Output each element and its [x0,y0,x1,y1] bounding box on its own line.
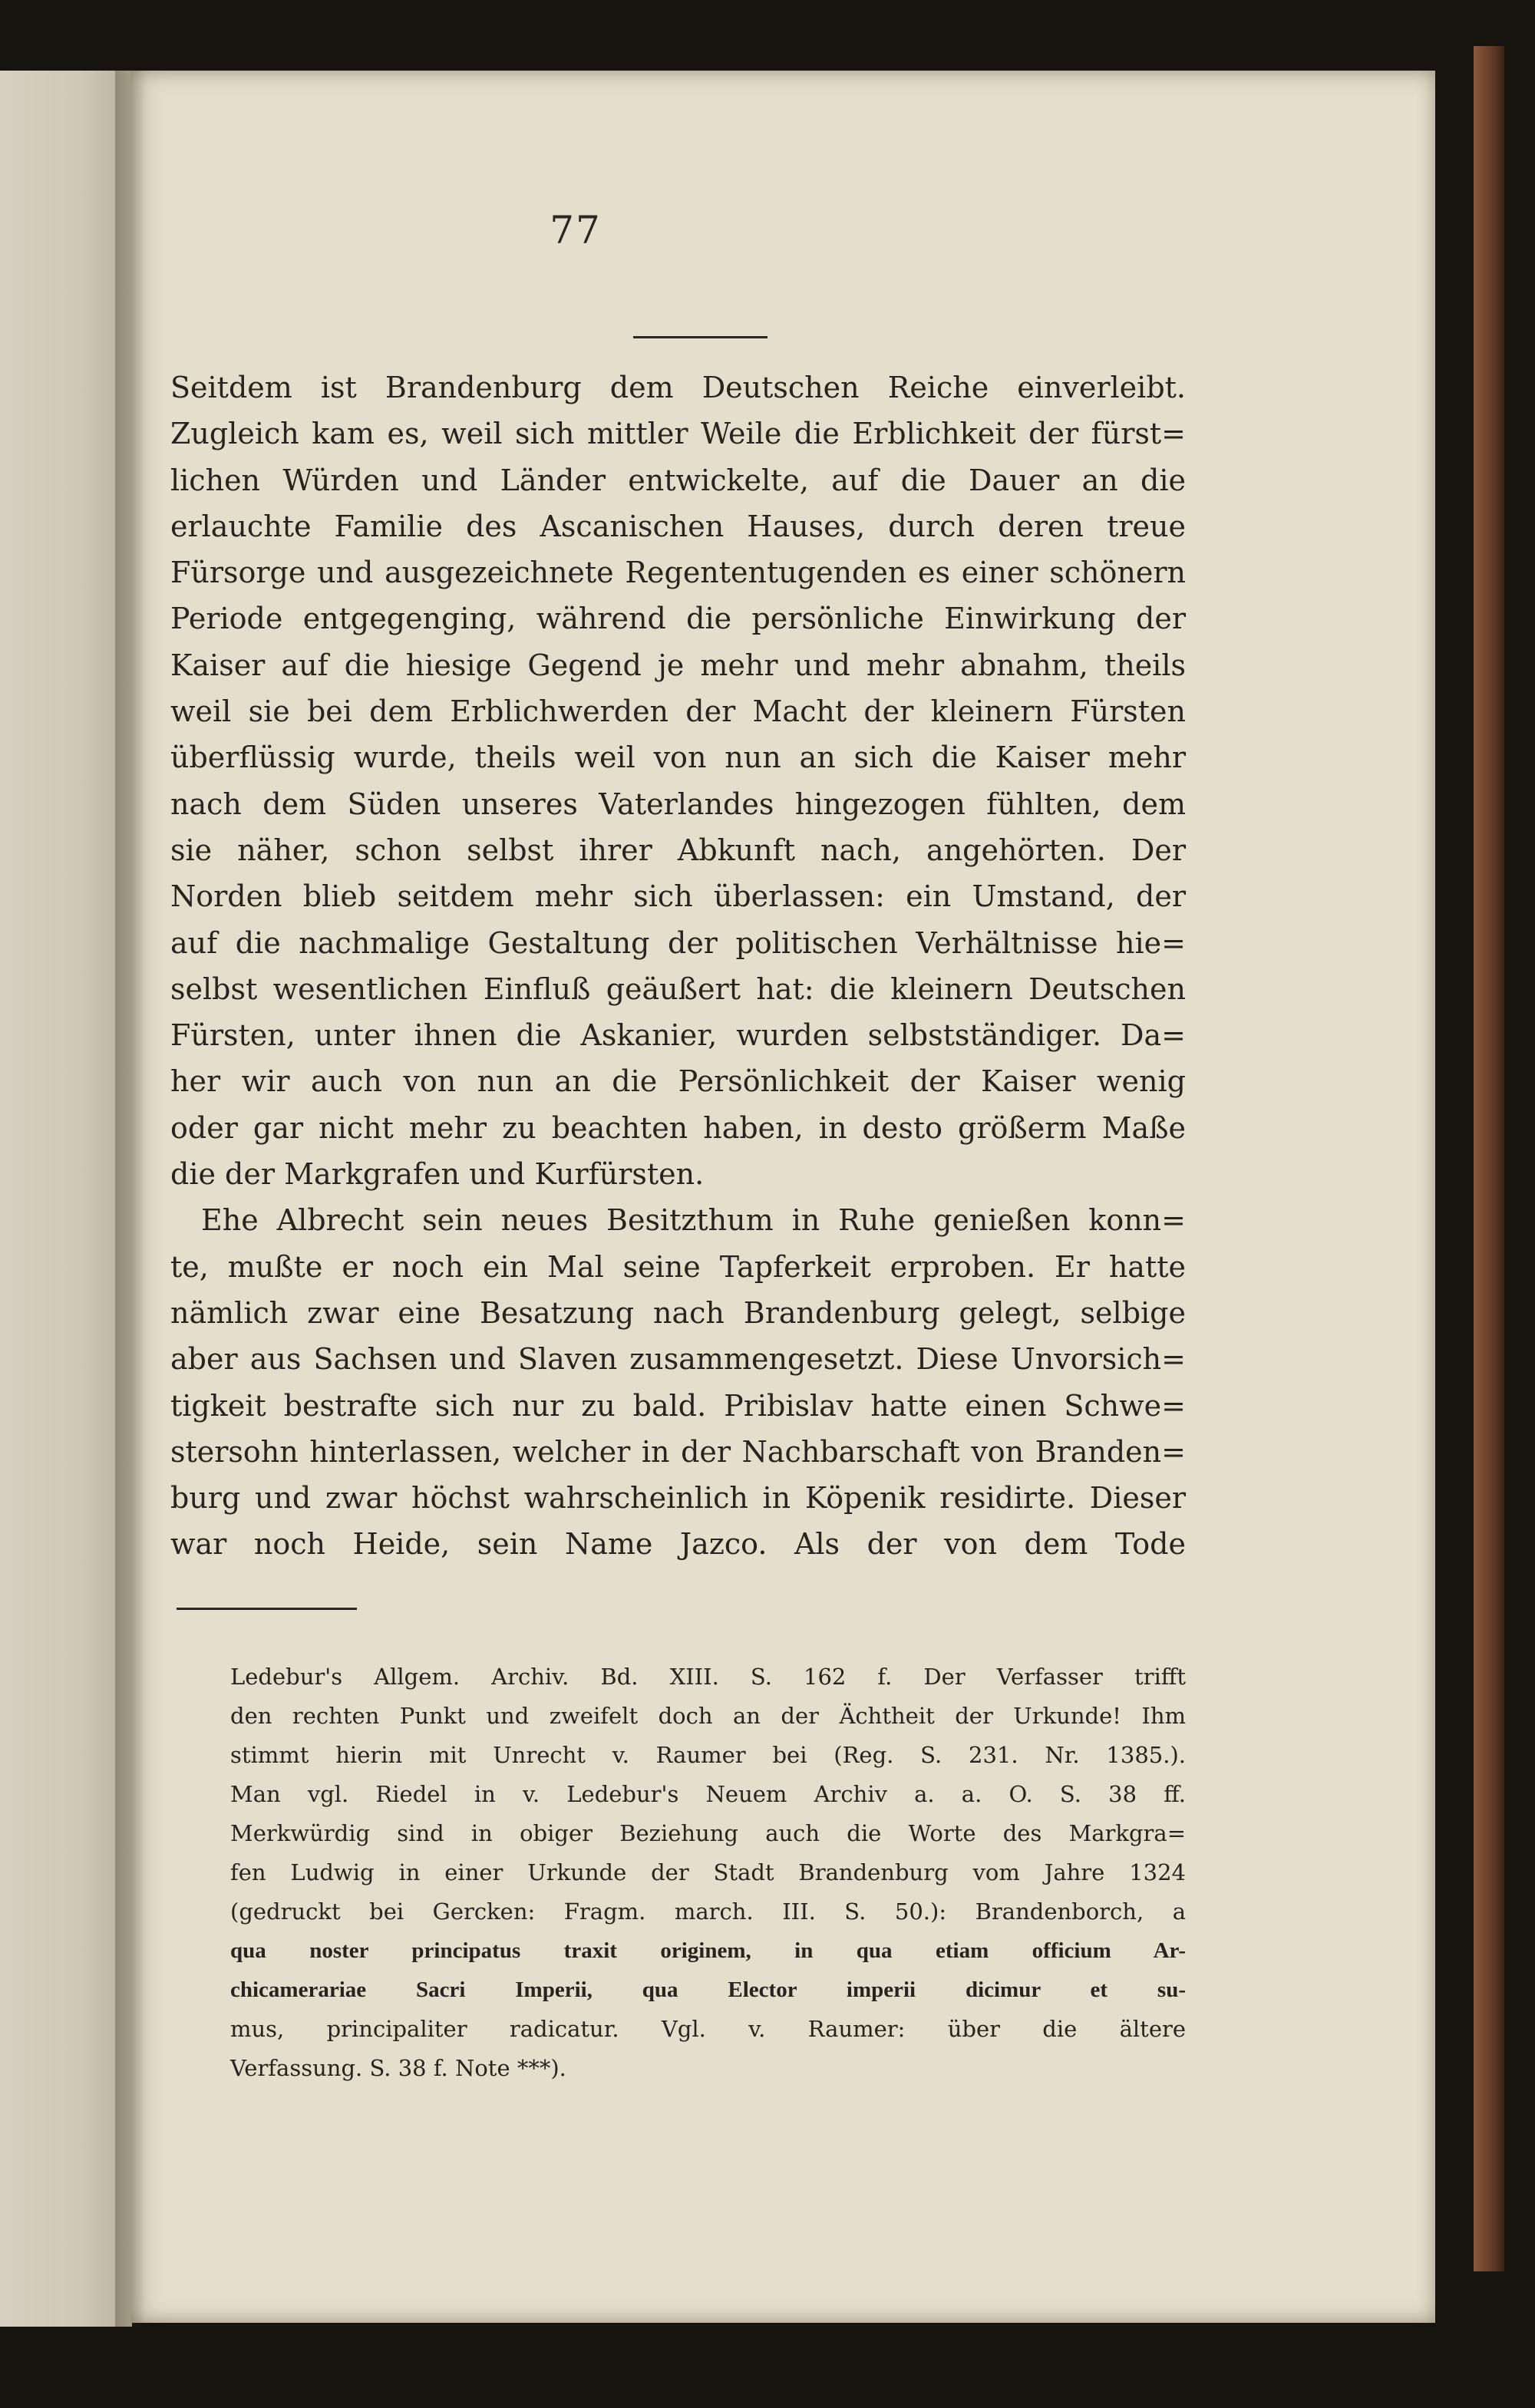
body-line: tigkeit bestrafte sich nur zu bald. Pribislav hatte einen Schwe= [170,1388,1186,1423]
body-line: lichen Würden und Länder entwickelte, auf die Dauer an die [170,463,1186,497]
footnote-line: (gedruckt bei Gercken: Fragm. march. III. S. 50.): Brandenborch, a [230,1898,1186,1925]
book-edge [1474,46,1504,2271]
body-line: Fürsorge und ausgezeichnete Regententugenden es einer schönern [170,556,1186,590]
header-rule [633,336,768,338]
footnotes [230,1658,1186,2088]
body-line: burg und zwar höchst wahrscheinlich in Köpenik residirte. Dieser [170,1481,1186,1516]
footnote-line: stimmt hierin mit Unrecht v. Raumer bei (Reg. S. 231. Nr. 1385.). [230,1742,1186,1768]
body-line: nämlich zwar eine Besatzung nach Brandenburg gelegt, selbige [170,1295,1186,1330]
body-line: Fürsten, unter ihnen die Askanier, wurden selbstständiger. Da= [170,1018,1186,1053]
body-line: Ehe Albrecht sein neues Besitzthum in Ruhe genießen konn= [201,1203,1186,1238]
body-line: überflüssig wurde, theils weil von nun an sich die Kaiser mehr [170,741,1186,775]
footnote-line: fen Ludwig in einer Urkunde der Stadt Brandenburg vom Jahre 1324 [230,1859,1186,1885]
footnote-line: Ledebur's Allgem. Archiv. Bd. XIII. S. 162 f. Der Verfasser trifft [230,1664,1186,1690]
body-line: te, mußte er noch ein Mal seine Tapferkeit erproben. Er hatte [170,1249,1186,1284]
facing-page-edge [0,71,132,2327]
body-line: oder gar nicht mehr zu beachten haben, in desto größerm Maße [170,1110,1186,1145]
footnote-line: den rechten Punkt und zweifelt doch an der Ächtheit der Urkunde! Ihm [230,1703,1186,1729]
body-line: Zugleich kam es, weil sich mittler Weile die Erblichkeit der fürst= [170,417,1186,451]
body-line: nach dem Süden unseres Vaterlandes hingezogen fühlten, dem [170,787,1186,821]
body-line: Seitdem ist Brandenburg dem Deutschen Reiche einverleibt. [170,371,1186,404]
page-header [507,207,645,253]
body-line: Periode entgegenging, während die persönliche Einwirkung der [170,602,1186,636]
body-line: weil sie bei dem Erblichwerden der Macht der kleinern Fürsten [170,694,1186,729]
body-line: Kaiser auf die hiesige Gegend je mehr und mehr abnahm, theils [170,648,1186,682]
body-line: auf die nachmalige Gestaltung der politischen Verhältnisse hie= [170,925,1186,960]
footnote-line: mus, principaliter radicatur. Vgl. v. Raumer: über die ältere [230,2016,1186,2042]
body-line: erlauchte Familie des Ascanischen Hauses, durch deren treue [170,509,1186,543]
page-gutter-shadow [115,71,146,2327]
footnote-line: Merkwürdig sind in obiger Beziehung auch die Worte des Markgra= [230,1820,1186,1846]
footnote-line: Man vgl. Riedel in v. Ledebur's Neuem Archiv a. a. O. S. 38 ff. [230,1781,1186,1807]
body-line: stersohn hinterlassen, welcher in der Nachbarschaft von Branden= [170,1434,1186,1469]
body-line: her wir auch von nun an die Persönlichkeit der Kaiser wenig [170,1064,1186,1099]
page-number: 77 [550,208,602,252]
body-line: war noch Heide, sein Name Jazco. Als der von dem Tode [170,1527,1186,1562]
body-line: sie näher, schon selbst ihrer Abkunft nach, angehörten. Der [170,833,1186,867]
footnote-line: chicamerariae Sacri Imperii, qua Elector imperii dicimur et su- [230,1978,1186,2002]
footnote-line: Verfassung. S. 38 f. Note ***). [230,2055,566,2081]
body-line: Norden blieb seitdem mehr sich überlassen: ein Umstand, der [170,879,1186,914]
body-line: aber aus Sachsen und Slaven zusammengesetzt. Diese Unvorsich= [170,1342,1186,1377]
body-line: selbst wesentlichen Einfluß geäußert hat: die kleinern Deutschen [170,971,1186,1006]
footnote-line: qua noster principatus traxit originem, in qua etiam officium Ar- [230,1938,1186,1963]
body-line: die der Markgrafen und Kurfürsten. [170,1157,705,1192]
footnote-rule [177,1608,357,1610]
body-text [170,364,1186,1568]
